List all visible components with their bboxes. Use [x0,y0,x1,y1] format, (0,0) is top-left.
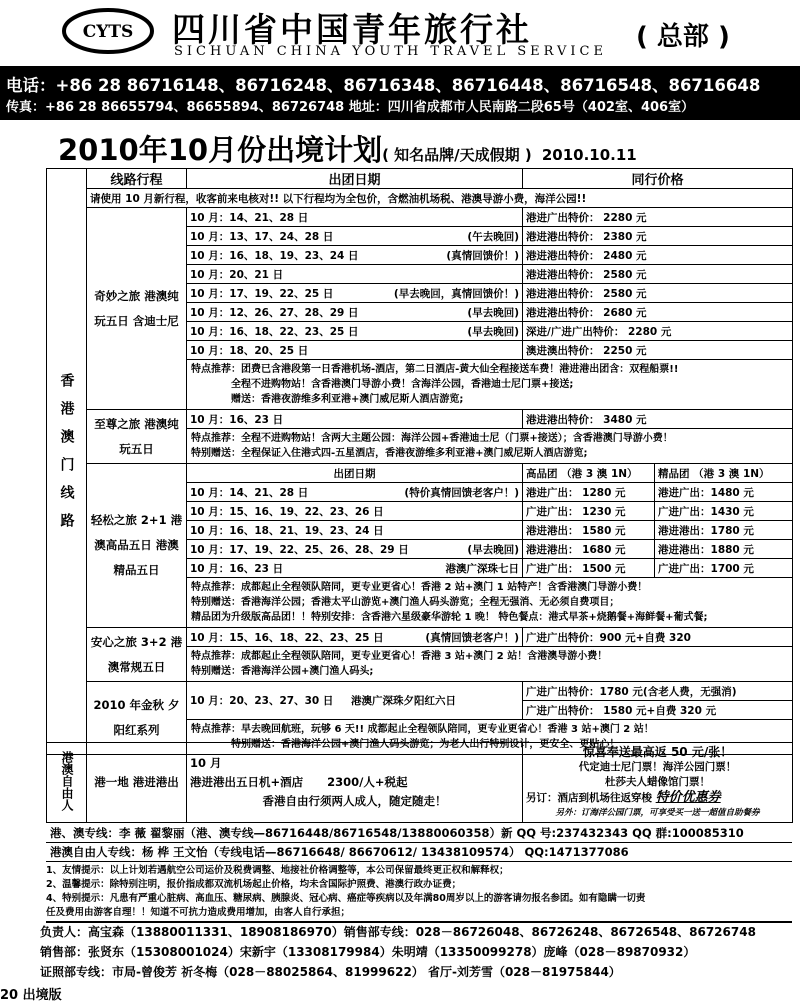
route-name: 轻松之旅 2+1 港澳高品五日 港澳精品五日 [87,464,187,628]
date-cell [187,483,523,502]
date-cell: 10 月：16、23 日 [187,410,523,429]
price-cell: 港进港出特价： 2580 元 [523,265,793,284]
col-header-date: 出团日期 [187,169,523,189]
notice-row: 请使用 10 月新行程，收客前来电核对!! 以下行程均为全包价，含燃油机场税、港澳导游小费，海洋公园!! [87,189,793,208]
promo-line: 代定迪士尼门票！海洋公园门票！ [578,760,737,773]
price-cell: 港进港出： 1580 元 [523,521,655,540]
date-text: 10 月：16、18、21、19、23、24 日 [190,524,384,537]
feature-line: 特点推荐：成都起止全程领队陪同，更专业更省心！香港 3 站+澳门 2 站！含港澳导游小费！ [191,651,608,662]
date-cell [187,227,523,246]
price-cell: 广进广出特价： 1580 元+自费 320 元 [523,701,793,720]
side-free-text: 港澳自由人 [60,750,74,811]
price-cell: 港进港出： 1680 元 [523,540,655,559]
price-cell: 广进广出：1700 元 [655,559,793,578]
date-cell [187,322,523,341]
date-cell [187,341,523,360]
hq-label: ( 总部 ) [636,22,730,52]
route-name: 安心之旅 3+2 港澳常规五日 [87,628,187,682]
company-name-en: SICHUAN CHINA YOUTH TRAVEL SERVICE [174,44,607,59]
date-cell [187,208,523,227]
date-cell [187,540,523,559]
date-text: 10 月：17、19、22、25、26、28、29 日 [190,543,409,556]
sub-header-tier1: 高品团 （港 3 澳 1N） [523,464,655,483]
price-cell: 广进广出： 1230 元 [523,502,655,521]
price-cell: 港进港出特价： 2380 元 [523,227,793,246]
route-name: 港一地 港进港出 [87,743,187,823]
table-row [47,628,793,647]
tour-table [46,168,793,755]
note-line: 1、友情提示：以上计划若遇航空公司运价及税费调整、地接社价格调整等，本公司保留最终更正权和解释权； [46,865,509,876]
feature-line: 全程不进购物站！含香港澳门导游小费！含海洋公园，香港迪士尼门票+接送; [231,379,574,390]
contact-line-free: 港澳自由人专线：杨 桦 王文怡（专线电话—86716648/ 86670612/ 13438109574） QQ:1471377086 [46,843,792,862]
contact-line-hk-macau: 港、澳专线：李 薇 翟黎丽（港、澳专线—86716448/86716548/13880060358）新 QQ 号:237432343 QQ 群:100085310 [46,824,792,843]
price-cell: 广进广出特价：1780 元(含老人费，无强消) [523,682,793,701]
price-cell: 广进广出特价：900 元+自费 320 [523,628,793,647]
notes-section [46,864,792,920]
price-cell: 港进港出：1780 元 [655,521,793,540]
date-cell [187,246,523,265]
price-cell: 港进港出：1880 元 [655,540,793,559]
free-detail [187,743,523,823]
free-price: 2300/人+税起 [327,775,408,789]
side-label-text: 香港澳门线路 [58,372,75,541]
company-name-cn: 四川省中国青年旅行社 [172,10,532,49]
promo-line: 惊喜奉送最高返 50 元/张！ [582,744,733,759]
date-cell [187,521,523,540]
feature-line: 特点推荐：团费已含港段第一日香港机场-酒店，第二日酒店-黄大仙全程接送车费！港进港出团含：双程船票!! [191,364,679,375]
free-promo [523,743,793,823]
free-table [46,742,793,823]
price-cell: 港进港出特价： 2480 元 [523,246,793,265]
feature-line: 特别赠送：香港海洋公园+澳门渔人码头游览；为老人出行特别设计，更安全、更贴心！ [231,739,620,750]
price-cell: 港进港出特价： 3480 元 [523,410,793,429]
route-name: 至尊之旅 港澳纯玩五日 [87,410,187,464]
free-desc: 港进港出五日机+酒店 [190,775,304,789]
sub-header-row [47,464,793,483]
contact-lines [46,824,792,862]
side-label-free [47,743,87,823]
table-row [47,682,793,701]
staff-line: 负责人：高宝森（13880011331、18908186970）销售部专线：028－86726048、86726248、86726548、86726748 [40,925,756,939]
date-cell [187,682,523,720]
date-text: 10 月：20、23、27、30 日 [190,695,334,707]
date-text: 10 月：12、26、27、28、29 日 [190,306,359,319]
date-note: (午去晚回) [467,230,520,243]
date-text: 10 月：15、16、19、22、23、26 日 [190,505,384,518]
date-cell [187,303,523,322]
date-note: (早去晚回) [467,325,520,338]
price-cell: 港进广出： 1280 元 [523,483,655,502]
title-note: ( 知名品牌/天成假期 ) [382,146,532,164]
date-note: 港澳广深珠七日 [445,562,520,575]
date-text: 10 月：17、19、22、25 日 [190,287,334,300]
date-text: 10 月：13、17、24、28 日 [190,230,334,243]
table-row [47,208,793,227]
price-cell: 港进广出：1480 元 [655,483,793,502]
sub-header-date: 出团日期 [187,464,523,483]
table-header-row [47,169,793,189]
date-note: (早去晚回) [467,306,520,319]
title-date: 2010.10.11 [541,146,637,164]
phone-line: 电话：+86 28 86716148、86716248、86716348、86716448、86716548、86716648 [6,76,761,95]
note-line: 4、特别提示：凡患有严重心脏病、高血压、糖尿病、胰腺炎、冠心病、癌症等疾病以及年满80周岁以上的游客请勿报名参团。如有隐瞒一切责 [46,893,646,904]
feature-line: 特点推荐：全程不进购物站！含两大主题公园：海洋公园+香港迪士尼（门票+接送）；含香港澳门导游小费！ [191,433,673,444]
date-text: 10 月：20、21 日 [190,268,284,281]
date-text: 10 月：14、21、28 日 [190,211,309,224]
page-title [58,128,637,169]
sub-header-tier2: 精品团 （港 3 澳 1N） [655,464,793,483]
date-note: (早去晚回，真情回馈价！) [393,287,520,300]
route-name: 2010 年金秋 夕阳红系列 [87,682,187,755]
col-header-route: 线路行程 [87,169,187,189]
date-note: (早去晚回) [467,543,520,556]
feature-line: 特别赠送：香港海洋公园+澳门渔人码头; [191,666,374,677]
date-cell [187,559,523,578]
price-cell: 港进广出特价： 2280 元 [523,208,793,227]
side-label-hk-macau [47,169,87,755]
page-footer: 20 出境版 [0,988,62,1003]
feature-cell [187,429,793,464]
free-slogan: 香港自由行须两人成人，随定随走！ [262,794,447,808]
feature-cell [187,578,793,628]
promo-line: 杜莎夫人蜡像馆门票！ [605,775,710,788]
col-header-price: 同行价格 [523,169,793,189]
feature-line: 特点推荐：成都起止全程领队陪同，更专业更省心！香港 2 站+澳门 1 站特产！含香港澳门导游小费！ [191,582,648,593]
feature-line: 特别赠送：全程保证入住港式四-五星酒店，香港夜游维多利亚港+澳门威尼斯人酒店游览; [191,448,588,459]
date-text: 10 月：16、18、22、23、25 日 [190,325,359,338]
price-cell: 广进广出： 1500 元 [523,559,655,578]
price-cell: 澳进澳出特价： 2250 元 [523,341,793,360]
date-note: (真情回馈老客户！) [425,631,520,644]
svg-text:CYTS: CYTS [82,22,134,42]
date-cell [187,628,523,647]
date-text: 10 月：18、20、25 日 [190,344,309,357]
date-cell [187,284,523,303]
table-row [47,743,793,823]
date-note: (真情回馈价！) [446,249,520,262]
feature-line: 特点推荐：早去晚回航班，玩够 6 天!! 成都起止全程领队陪同，更专业更省心！香港 3 站+澳门 2 站！ [191,724,654,735]
date-cell [187,265,523,284]
table-row [47,410,793,429]
date-cell [187,502,523,521]
price-cell: 深进/广进广出特价： 2280 元 [523,322,793,341]
feature-cell [187,360,793,410]
feature-line: 精品团为升级版高品团！！特别安排：含香港六星级豪华游轮 1 晚！ 特色餐点：港式早茶+烧鹅餐+海鲜餐+葡式餐; [191,612,708,623]
date-text: 10 月：16、18、19、23、24 日 [190,249,359,262]
staff-line: 销售部：张贤东（15308001024）宋新宇（13308179984）朱明靖（13350099278）庞峰（028－89870932） [40,945,696,959]
free-date: 10 月 [190,756,222,770]
date-text: 10 月：15、16、18、22、23、25 日 [190,631,384,644]
company-logo [60,6,156,56]
fax-address-line: 传真：+86 28 86655794、86655894、86726748 地址：四川省成都市人民南路二段65号（402室、406室） [6,100,695,115]
promo-line: 另外：订海洋公园门票，可享受买一送一超值自助餐券 [555,807,760,818]
note-line: 任及费用由游客自理！！知道不可抗力造成费用增加，由客人自行承担； [46,907,351,918]
feature-cell [187,647,793,682]
date-text: 10 月：16、23 日 [190,562,284,575]
price-cell: 港进港出特价： 2580 元 [523,284,793,303]
contact-bar [0,66,800,120]
feature-line: 赠送：香港夜游维多利亚港+澳门威尼斯人酒店游览; [231,394,464,405]
date-note: (特价真情回馈老客户！) [404,486,520,499]
date-text: 10 月：14、21、28 日 [190,486,309,499]
promo-line: 另订：酒店到机场往返穿梭 [526,791,652,804]
title-main: 2010年10月份出境计划 [58,133,383,167]
route-name: 奇妙之旅 港澳纯玩五日 含迪士尼 [87,208,187,410]
note-line: 2、温馨提示：除特别注明，报价指成都双流机场起止价格，均未含国际护照费、港澳行政办证费； [46,879,462,890]
page-header [0,0,800,66]
feature-line: 特别赠送：香港海洋公园；香港太平山游览+澳门渔人码头游览；全程无强消、无必须自费项目； [191,597,620,608]
coupon-text: 特价优惠券 [655,789,721,805]
staff-section [40,922,792,982]
price-cell: 港进港出特价： 2680 元 [523,303,793,322]
staff-line: 证照部专线：市局-曾俊芳 祈冬梅（028－88025864、81999622） 省厅-刘芳雪（028－81975844） [40,965,621,979]
price-cell: 广进广出：1430 元 [655,502,793,521]
date-note: 港澳广深珠夕阳红六日 [351,695,457,707]
